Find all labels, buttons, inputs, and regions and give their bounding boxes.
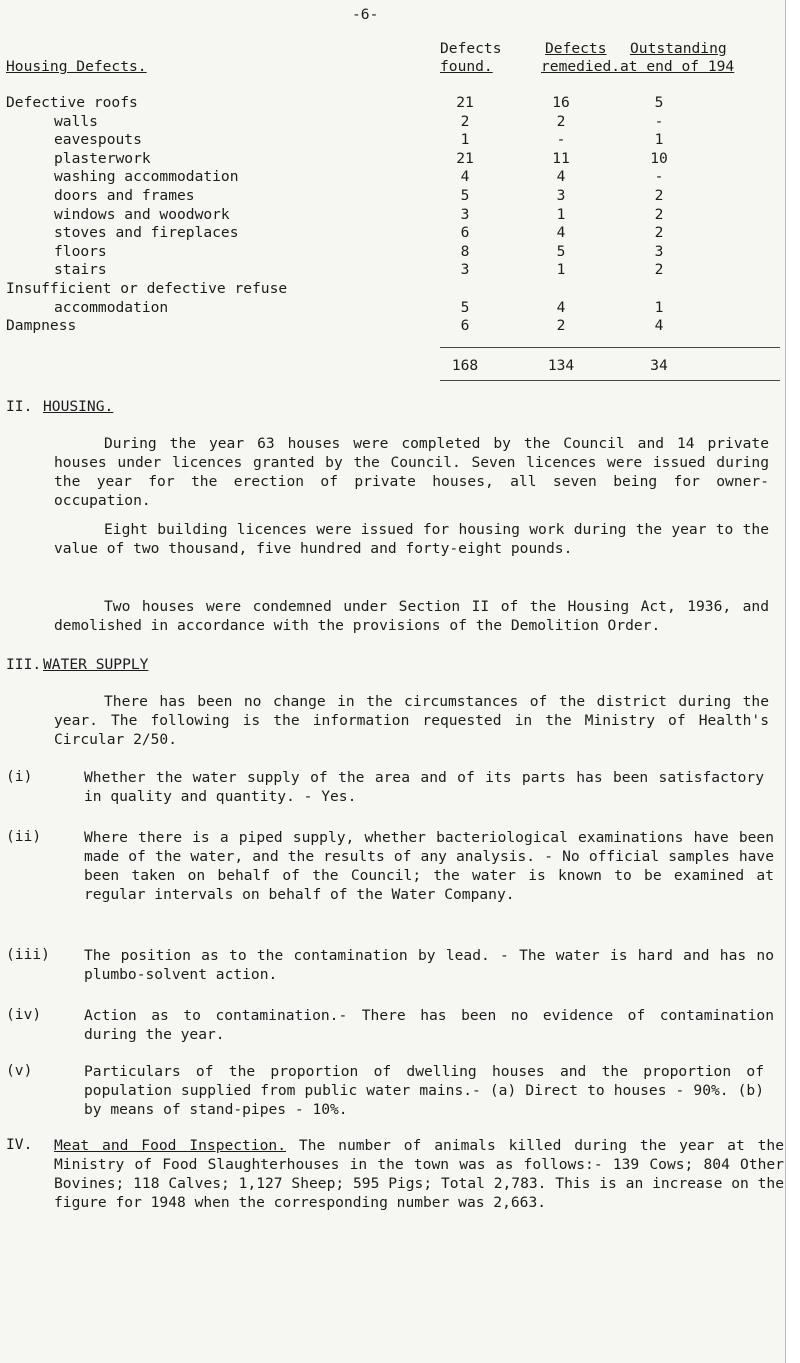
item-5-text: Particulars of the proportion of dwelling houses and the proportion of population supplied from public water mains.- (a) Direct to houses - 90%. (b) by means of stand-pipes - 10%. (84, 1063, 764, 1118)
item-4-text: Action as to contamination.- There has been no evidence of contamination during the year. (84, 1007, 774, 1043)
table-cell-remedied: 5 (556, 243, 566, 260)
table-row-label: doors and frames (54, 187, 195, 204)
table-cell-found: 3 (460, 261, 470, 278)
item-3-number: (iii) (6, 946, 50, 963)
table-row-label: accommodation (54, 299, 169, 316)
table-cell-remedied: 2 (556, 317, 566, 334)
table-cell-outstanding: 2 (654, 224, 664, 241)
table-cell-found: 2 (460, 113, 470, 130)
adjacent-page-edge (785, 0, 800, 1363)
section2-paragraph-2: Eight building licences were issued for housing work during the year to the value of two thousand, five hundred and forty-eight pounds. (54, 521, 769, 557)
section2-heading: HOUSING. (43, 398, 114, 415)
table-row-label: Dampness (6, 317, 77, 334)
table-cell-outstanding: 2 (654, 261, 664, 278)
table-row-label: plasterwork (54, 150, 151, 167)
table-cell-remedied: 1 (556, 206, 566, 223)
table-row-label: eavespouts (54, 131, 142, 148)
table-cell-remedied: 16 (552, 94, 570, 111)
table-cell-found: 8 (460, 243, 470, 260)
table-row-label: floors (54, 243, 107, 260)
table-cell-remedied: 11 (552, 150, 570, 167)
total-found: 168 (451, 357, 479, 374)
header-outstanding-line1: Outstanding (630, 40, 727, 57)
section3-intro: There has been no change in the circumstances of the district during the year. The following is the information requested in the Ministry of Health's Circular 2/50. (54, 693, 769, 748)
item-2-text: Where there is a piped supply, whether bacteriological examinations have been made of the water, and the results of any analysis. - No official samples have been taken on behalf of the Council; the water is known to be examined at regular intervals on behalf of the Water Company. (84, 829, 774, 903)
table-cell-found: 6 (460, 224, 470, 241)
page-number: -6- (352, 6, 379, 23)
table-cell-outstanding: - (654, 168, 664, 185)
table-row-label: walls (54, 113, 98, 130)
item-2-number: (ii) (6, 828, 42, 845)
section2-number: II. (6, 398, 33, 415)
table-cell-found: 5 (460, 187, 470, 204)
item-4-number: (iv) (6, 1006, 42, 1023)
table-row-label: stoves and fireplaces (54, 224, 239, 241)
table-cell-outstanding: 1 (654, 131, 664, 148)
table-row-label: Insufficient or defective refuse (6, 280, 288, 297)
table-cell-found: 1 (460, 131, 470, 148)
header-outstanding-line2: at end of 194 (620, 58, 735, 75)
item-1-number: (i) (6, 768, 33, 785)
table-cell-found: 21 (456, 94, 474, 111)
table-cell-outstanding: 3 (654, 243, 664, 260)
section4-text: The number of animals killed during the year at the Ministry of Food Slaughterhouses in the town was as follows:- 139 Cows; 804 Other Bovines; 118 Calves; 1,127 Sheep; 595 Pigs; Total 2,783. This is an increase on the figure for 1948 when the corresponding number was 2,663. (54, 1137, 784, 1211)
table-cell-outstanding: 2 (654, 187, 664, 204)
section3-heading: WATER SUPPLY (43, 656, 149, 673)
section2-paragraph-1: During the year 63 houses were completed by the Council and 14 private houses under licences granted by the Council. Seven licences were issued during the year for the erection of private houses, all seven being for owner-occupation. (54, 435, 769, 509)
section3-number: III. (6, 656, 42, 673)
table-cell-remedied: 4 (556, 168, 566, 185)
table-cell-found: 5 (460, 299, 470, 316)
total-outstanding: 34 (650, 357, 668, 374)
section2-paragraph-3: Two houses were condemned under Section II of the Housing Act, 1936, and demolished in accordance with the provisions of the Demolition Order. (54, 598, 769, 634)
header-remedied-line2: remedied. (541, 58, 621, 75)
section4-paragraph (54, 1136, 784, 1212)
item-3-text: The position as to the contamination by lead. - The water is hard and has no plumbo-solvent action. (84, 947, 774, 983)
table-cell-remedied: 4 (556, 224, 566, 241)
table-cell-outstanding: 2 (654, 206, 664, 223)
section4-heading: Meat and Food Inspection. (54, 1137, 286, 1154)
table-cell-outstanding: 10 (650, 150, 668, 167)
item-5-number: (v) (6, 1062, 33, 1079)
table-cell-outstanding: 4 (654, 317, 664, 334)
table-row-label: washing accommodation (54, 168, 239, 185)
totals-rule (440, 347, 780, 348)
table-row-label: stairs (54, 261, 107, 278)
section4-number: IV. (6, 1136, 33, 1153)
header-remedied-line1: Defects (545, 40, 607, 57)
item-1-text: Whether the water supply of the area and of its parts has been satisfactory in quality and quantity. - Yes. (84, 769, 764, 805)
table-cell-outstanding: 1 (654, 299, 664, 316)
header-found-line1: Defects (440, 40, 502, 57)
table-cell-remedied: 1 (556, 261, 566, 278)
table-row-label: Defective roofs (6, 94, 138, 111)
table-row-label: windows and woodwork (54, 206, 230, 223)
table-cell-outstanding: 5 (654, 94, 664, 111)
table-cell-found: 6 (460, 317, 470, 334)
table-cell-remedied: - (556, 131, 566, 148)
totals-rule-bottom (440, 380, 780, 381)
table-cell-outstanding: - (654, 113, 664, 130)
total-remedied: 134 (547, 357, 575, 374)
table-cell-found: 4 (460, 168, 470, 185)
table-cell-remedied: 2 (556, 113, 566, 130)
header-found-line2: found. (440, 58, 493, 75)
table-cell-remedied: 4 (556, 299, 566, 316)
table-cell-found: 3 (460, 206, 470, 223)
table-cell-found: 21 (456, 150, 474, 167)
table-title: Housing Defects. (6, 58, 147, 75)
table-cell-remedied: 3 (556, 187, 566, 204)
